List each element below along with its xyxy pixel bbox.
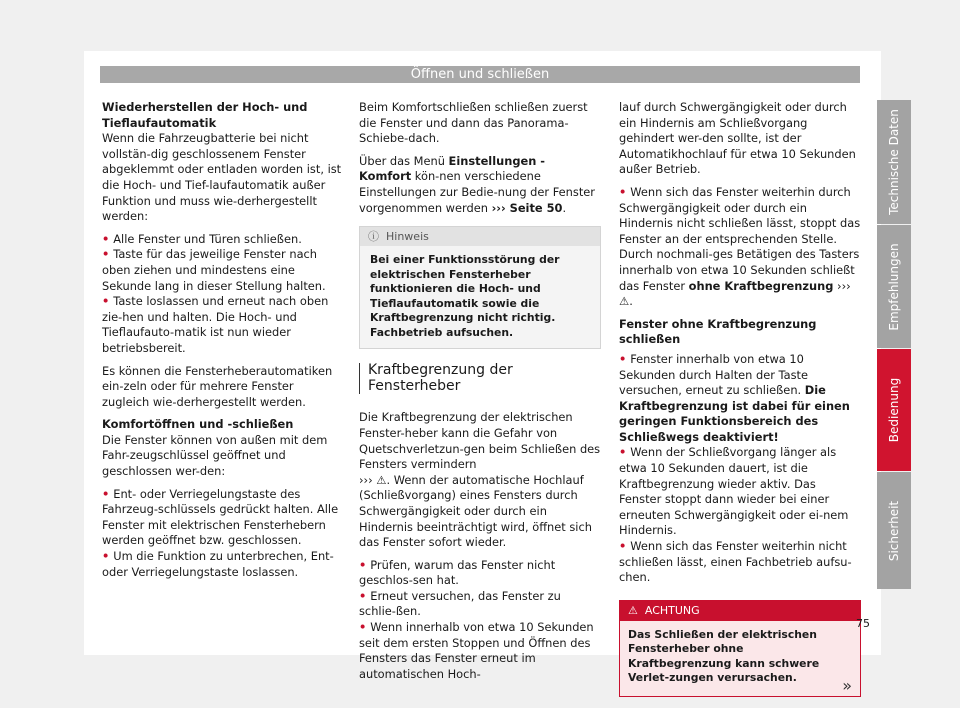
bullet-item: • Um die Funktion zu unterbrechen, Ent- oder Verriegelungstaste loslassen.: [102, 549, 344, 580]
hint-body: Bei einer Funktionsstörung der elektrischen Fensterheber funktionieren die Hoch- und Tieflaufautomatik sowie die Kraftbegrenzung nicht richtig. Fachbetrieb aufsuchen.: [370, 253, 560, 339]
tab-empfehlungen[interactable]: Empfehlungen: [877, 225, 911, 348]
heading-restore-automatic: Wiederherstellen der Hoch- und Tieflaufautomatik: [102, 100, 308, 130]
page-header: Öffnen und schließen: [100, 66, 860, 83]
column-3: [619, 100, 861, 697]
page-number: 75: [856, 617, 870, 630]
heading-comfort: Komfortöffnen und -schließen: [102, 417, 294, 432]
paragraph: Wenn die Fahrzeugbatterie bei nicht vollstän-dig geschlossenem Fenster abgeklemmt oder entladen worden ist, ist die Hoch- und Tief-laufautomatik außer Funktion und muss wie-derhergestellt werden:: [102, 131, 342, 224]
paragraph: Es können die Fensterheberautomatiken ein-zeln oder für mehrere Fenster zugleich wie-derhergestellt werden.: [102, 363, 333, 409]
bullet-item: • Taste loslassen und erneut nach oben zie-hen und halten. Die Hoch- und Tieflaufauto-matik ist nun wieder betriebsbereit.: [102, 294, 344, 356]
bullet-item: • Prüfen, warum das Fenster nicht geschlos-sen hat.: [359, 558, 601, 589]
tab-sicherheit[interactable]: Sicherheit: [877, 472, 911, 589]
heading-without-limit: Fenster ohne Kraftbegrenzung schließen: [619, 316, 817, 347]
bullet-item: • Wenn sich das Fenster weiterhin nicht schließen lässt, einen Fachbetrieb aufsu-chen.: [619, 539, 861, 586]
tab-technische-daten[interactable]: Technische Daten: [877, 100, 911, 224]
paragraph: Über das Menü Einstellungen - Komfort kön-nen verschiedene Einstellungen zur Bedie-nung der Fenster vorgenommen werden ››› Seite 50.: [359, 153, 595, 215]
bullet-item: • Erneut versuchen, das Fenster zu schlie-ßen.: [359, 589, 601, 620]
paragraph: Die Kraftbegrenzung der elektrischen Fenster-heber kann die Gefahr von Quetschverletzun-gen beim Schließen des Fensters vermindern: [359, 410, 601, 472]
paragraph: ››› ⚠. Wenn der automatische Hochlauf (Schließvorgang) eines Fensters durch Schwergängigkeit oder durch ein Hindernis beeinträchtigt wird, öffnet sich das Fenster sofort wieder.: [359, 472, 592, 550]
paragraph: lauf durch Schwergängigkeit oder durch ein Hindernis am Schließvorgang gehindert wer-den sollte, ist der Automatikhochlauf für etwa 10 Sekunden außer Betrieb.: [619, 100, 856, 177]
warning-body: Das Schließen der elektrischen Fensterheber ohne Kraftbegrenzung kann schwere Verlet-zungen verursachen.: [628, 627, 820, 685]
paragraph: Die Fenster können von außen mit dem Fahr-zeugschlüssel geöffnet und geschlossen wer-den:: [102, 432, 328, 479]
paragraph: Beim Komfortschließen schließen zuerst die Fenster und dann das Panorama-Schiebe-dach.: [359, 100, 588, 146]
bullet-item: • Alle Fenster und Türen schließen.: [102, 232, 344, 248]
menu-path: Einstellungen - Komfort: [359, 153, 546, 184]
bullet-item: • Wenn innerhalb von etwa 10 Sekunden seit dem ersten Stoppen und Öffnen des Fensters das Fenster erneut im automatischen Hoch-: [359, 620, 601, 682]
section-title: Kraftbegrenzung der Fensterheber: [359, 363, 601, 394]
bullet-item: • Wenn der Schließvorgang länger als etwa 10 Sekunden dauert, ist die Kraftbegrenzung wieder aktiv. Das Fenster stoppt dann wieder bei einer erneuten Schwergängigkeit oder ei-nem Hindernis.: [619, 445, 861, 539]
warning-box: [619, 600, 861, 697]
continue-arrow-icon: »: [842, 676, 852, 696]
tab-bedienung[interactable]: Bedienung: [877, 349, 911, 471]
info-icon: ⓘ: [368, 230, 379, 244]
hint-title: ⓘ Hinweis: [360, 227, 600, 246]
column-2: [359, 100, 601, 682]
page-reference-link[interactable]: ››› Seite 50: [491, 200, 563, 215]
hint-box: [359, 226, 601, 349]
bullet-item: • Fenster innerhalb von etwa 10 Sekunden durch Halten der Taste versuchen, erneut zu schließen. Die Kraftbegrenzung ist dabei für einen geringen Funktionsbereich des Schließwegs deaktiviert!: [619, 352, 861, 446]
bullet-item: • Taste für das jeweilige Fenster nach oben ziehen und mindestens eine Sekunde lang in dieser Stellung halten.: [102, 247, 344, 294]
column-1: [102, 100, 344, 587]
bullet-item: • Ent- oder Verriegelungstaste des Fahrzeug-schlüssels gedrückt halten. Alle Fenster mit elektrischen Fensterhebern werden geöffnet bzw. geschlossen.: [102, 487, 344, 549]
warning-title: ⚠ ACHTUNG: [620, 601, 860, 621]
warning-icon: ⚠: [628, 603, 638, 617]
bullet-item: • Wenn sich das Fenster weiterhin durch Schwergängigkeit oder durch ein Hindernis nicht schließen lässt, stoppt das Fenster an der entsprechenden Stelle. Durch nochmali-ges Betätigen des Tasters innerhalb von etwa 10 Sekunden schließt das Fenster ohne Kraftbegrenzung ››› ⚠.: [619, 185, 861, 310]
